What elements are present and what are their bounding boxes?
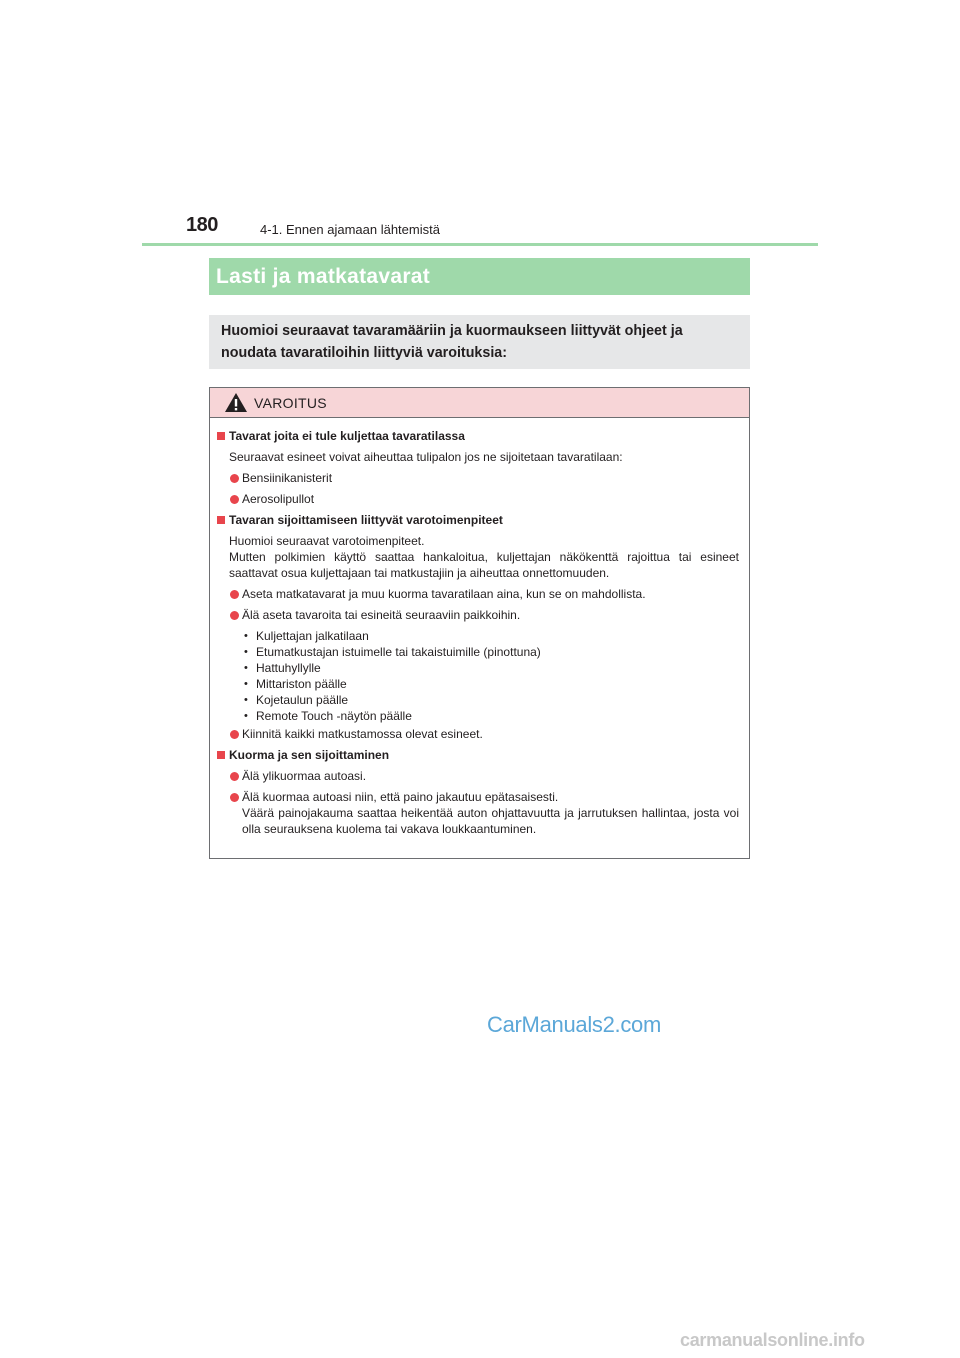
- sub-list-item: • Kuljettajan jalkatilaan: [217, 628, 739, 644]
- section-header: 4-1. Ennen ajamaan lähtemistä: [260, 222, 440, 237]
- warning-label: VAROITUS: [254, 394, 327, 411]
- list-item: [217, 789, 739, 837]
- watermark-logo: CarManuals2.com: [487, 1012, 662, 1037]
- warning-heading-forbidden-items: Tavarat joita ei tule kuljettaa tavaratilassa: [217, 428, 739, 444]
- list-item: Aerosolipullot: [217, 491, 739, 507]
- warning-text-line: Mutten polkimien käyttö saattaa hankaloitua, kuljettajan näkökenttä rajoittua tai esineet saattavat osua kuljettajaan tai matkustajiin ja aiheuttaa onnettomuuden.: [229, 550, 739, 580]
- list-item: Bensiinikanisterit: [217, 470, 739, 486]
- list-item: Älä ylikuormaa autoasi.: [217, 768, 739, 784]
- warning-text: Seuraavat esineet voivat aiheuttaa tulipalon jos ne sijoitetaan tavaratilaan:: [229, 450, 623, 464]
- warning-text-line: Huomioi seuraavat varotoimenpiteet.: [229, 534, 425, 548]
- footer-watermark: carmanualsonline.info: [680, 1330, 865, 1350]
- list-item: Älä aseta tavaroita tai esineitä seuraaviin paikkoihin.: [217, 607, 739, 623]
- warning-text: [217, 533, 739, 581]
- sub-list-item: • Hattuhyllylle: [217, 660, 739, 676]
- warning-box: [209, 387, 750, 859]
- warning-heading-load: Kuorma ja sen sijoittaminen: [217, 747, 739, 763]
- warning-triangle-icon: [224, 392, 248, 413]
- list-item: Aseta matkatavarat ja muu kuorma tavaratilaan aina, kun se on mahdollista.: [217, 586, 739, 602]
- list-item-line: Väärä painojakauma saattaa heikentää auton ohjattavuutta ja jarrutuksen hallintaa, josta voi olla seurauksena kuolema tai vakava loukkaantuminen.: [242, 806, 739, 836]
- sub-list-item: • Remote Touch -näytön päälle: [217, 708, 739, 724]
- list-item: Kiinnitä kaikki matkustamossa olevat esineet.: [217, 726, 739, 742]
- sub-list-item: • Etumatkustajan istuimelle tai takaistuimille (pinottuna): [217, 644, 739, 660]
- warning-body: [210, 418, 749, 837]
- sub-list-item: • Kojetaulun päälle: [217, 692, 739, 708]
- page-title: Lasti ja matkatavarat: [216, 264, 431, 288]
- intro-text: Huomioi seuraavat tavaramääriin ja kuormaukseen liittyvät ohjeet ja noudata tavaratiloihin liittyviä varoituksia:: [221, 323, 683, 361]
- warning-heading-placement: Tavaran sijoittamiseen liittyvät varotoimenpiteet: [217, 512, 739, 528]
- header-rule: [142, 243, 818, 246]
- page-number: 180: [186, 214, 218, 236]
- sub-list-item: • Mittariston päälle: [217, 676, 739, 692]
- warning-header: [210, 388, 749, 418]
- intro-box: [209, 315, 750, 369]
- list-item-line: Älä kuormaa autoasi niin, että paino jakautuu epätasaisesti.: [242, 790, 559, 804]
- title-bar: [209, 258, 750, 295]
